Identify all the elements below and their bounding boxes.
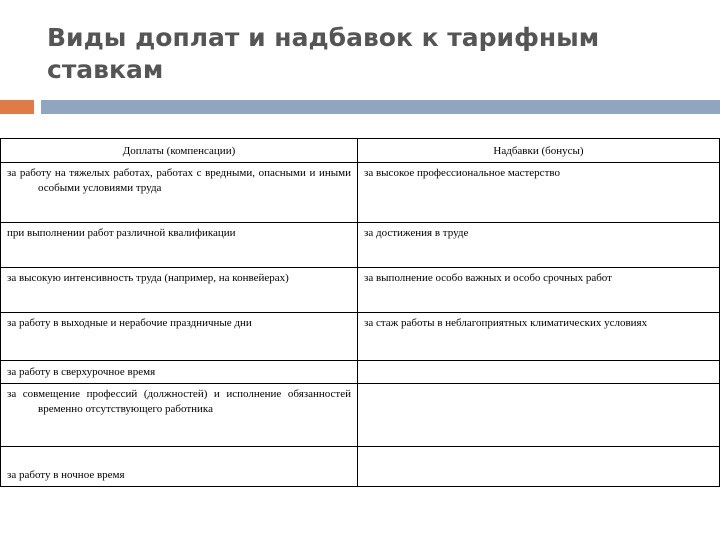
table-header-row — [1, 139, 720, 163]
compensation-cell: за работу в выходные и нерабочие праздничные дни — [1, 313, 358, 361]
table-row — [1, 163, 720, 223]
table-row — [1, 223, 720, 268]
compensation-cell: за высокую интенсивность труда (например, на конвейерах) — [1, 268, 358, 313]
allowances-table — [0, 138, 720, 487]
compensation-cell: за совмещение профессий (должностей) и исполнение обязанностей временно отсутствующего работника — [1, 384, 358, 447]
table-row — [1, 384, 720, 447]
compensation-cell: за работу на тяжелых работах, работах с вредными, опасными и иными особыми условиями труда — [1, 163, 358, 223]
bonus-cell — [358, 447, 720, 487]
title-accent-bar-blue — [41, 100, 720, 114]
table-row — [1, 268, 720, 313]
table-row — [1, 313, 720, 361]
bonus-cell: за высокое профессиональное мастерство — [358, 163, 720, 223]
compensation-cell: за работу в ночное время — [1, 447, 358, 487]
bonus-cell: за достижения в труде — [358, 223, 720, 268]
header-bonuses: Надбавки (бонусы) — [358, 139, 720, 163]
bonus-cell: за выполнение особо важных и особо срочных работ — [358, 268, 720, 313]
bonus-cell — [358, 361, 720, 384]
compensation-cell: за работу в сверхурочное время — [1, 361, 358, 384]
slide-title: Виды доплат и надбавок к тарифным ставкам — [47, 23, 600, 84]
header-compensations: Доплаты (компенсации) — [1, 139, 358, 163]
title-accent-bar-orange — [0, 100, 34, 114]
bonus-cell: за стаж работы в неблагоприятных климатических условиях — [358, 313, 720, 361]
table-row — [1, 447, 720, 487]
compensation-cell: при выполнении работ различной квалификации — [1, 223, 358, 268]
table-row — [1, 361, 720, 384]
bonus-cell — [358, 384, 720, 447]
